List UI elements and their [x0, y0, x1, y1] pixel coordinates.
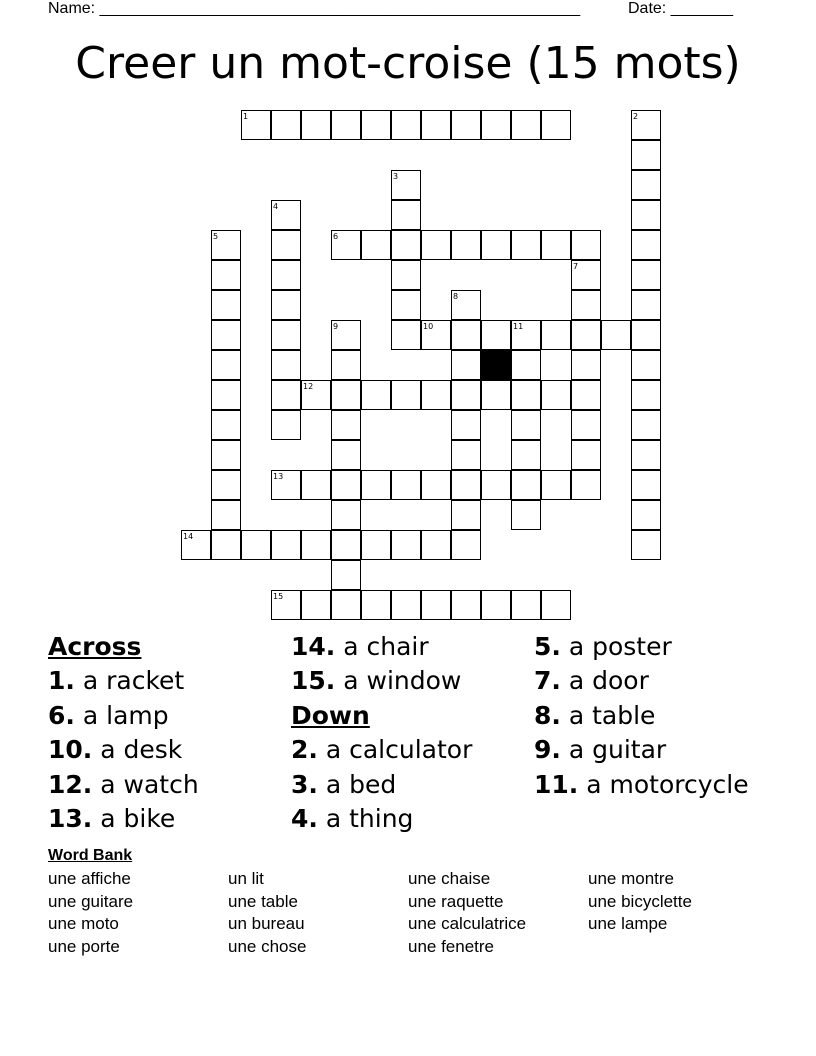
- clue-number-label: 15: [273, 592, 284, 601]
- crossword-cell[interactable]: [631, 500, 661, 530]
- crossword-cell[interactable]: [421, 380, 451, 410]
- crossword-cell[interactable]: [631, 260, 661, 290]
- clue-item: [534, 768, 749, 802]
- clue-text: a calculator: [317, 735, 473, 765]
- crossword-cell[interactable]: [541, 230, 571, 260]
- crossword-cell[interactable]: [331, 110, 361, 140]
- crossword-cell[interactable]: [301, 110, 331, 140]
- clue-item: [534, 664, 749, 698]
- crossword-cell[interactable]: [631, 140, 661, 170]
- clue-number: 15.: [291, 666, 336, 696]
- clue-text: a thing: [317, 804, 414, 834]
- crossword-cell[interactable]: [271, 260, 301, 290]
- clue-text: a bike: [92, 804, 176, 834]
- clue-number-label: 5: [213, 232, 219, 241]
- word-bank-word: une chose: [228, 936, 307, 956]
- clues-column-2: [291, 630, 472, 836]
- crossword-cell[interactable]: [451, 230, 481, 260]
- clue-number-label: 12: [303, 382, 314, 391]
- crossword-cell[interactable]: [271, 530, 301, 560]
- crossword-cell[interactable]: [271, 410, 301, 440]
- crossword-cell[interactable]: [511, 350, 541, 380]
- clue-item: [291, 733, 472, 767]
- word-bank-word: une lampe: [588, 914, 668, 933]
- crossword-cell[interactable]: [571, 440, 601, 470]
- crossword-cell[interactable]: [631, 380, 661, 410]
- crossword-cell[interactable]: [541, 590, 571, 620]
- crossword-cell[interactable]: [331, 530, 361, 560]
- clue-number-label: 10: [423, 322, 434, 331]
- word-bank-column-3: [408, 868, 526, 958]
- clue-number: 13.: [48, 804, 93, 834]
- word-bank-title: Word Bank: [48, 847, 133, 864]
- crossword-black-cell: [481, 350, 511, 380]
- clue-item: [48, 664, 199, 698]
- clue-text: a desk: [92, 735, 183, 765]
- crossword-cell[interactable]: [361, 380, 391, 410]
- crossword-cell[interactable]: [211, 470, 241, 500]
- clue-number: 12.: [48, 769, 93, 799]
- crossword-cell[interactable]: [541, 470, 571, 500]
- crossword-cell[interactable]: [631, 470, 661, 500]
- crossword-cell[interactable]: [331, 500, 361, 530]
- clue-text: a door: [560, 666, 649, 696]
- crossword-cell[interactable]: [601, 320, 631, 350]
- word-bank-column-4: [588, 868, 692, 936]
- crossword-cell[interactable]: [451, 500, 481, 530]
- word-bank-word: une calculatrice: [408, 914, 527, 933]
- clue-text: a racket: [74, 666, 185, 696]
- clue-item: [48, 802, 199, 836]
- crossword-cell[interactable]: [511, 380, 541, 410]
- crossword-cell[interactable]: [391, 380, 421, 410]
- crossword-cell[interactable]: [421, 590, 451, 620]
- crossword-cell[interactable]: [631, 350, 661, 380]
- crossword-cell[interactable]: [391, 470, 421, 500]
- crossword-cell[interactable]: [391, 590, 421, 620]
- crossword-cell[interactable]: [451, 590, 481, 620]
- word-bank-word: une montre: [588, 869, 674, 888]
- crossword-cell[interactable]: [511, 470, 541, 500]
- crossword-cell[interactable]: [361, 230, 391, 260]
- clue-number-label: 14: [183, 532, 194, 541]
- crossword-cell[interactable]: [571, 290, 601, 320]
- crossword-cell[interactable]: [451, 470, 481, 500]
- crossword-cell[interactable]: [511, 230, 541, 260]
- word-bank-word: un bureau: [228, 914, 305, 933]
- clue-number-label: 3: [393, 172, 399, 181]
- crossword-cell[interactable]: [211, 290, 241, 320]
- clue-item: [291, 630, 472, 664]
- crossword-cell[interactable]: [331, 380, 361, 410]
- crossword-cell[interactable]: [421, 530, 451, 560]
- crossword-cell[interactable]: [211, 440, 241, 470]
- crossword-cell[interactable]: [571, 320, 601, 350]
- crossword-cell[interactable]: [541, 110, 571, 140]
- crossword-cell[interactable]: [211, 350, 241, 380]
- crossword-cell[interactable]: [451, 440, 481, 470]
- crossword-cell[interactable]: [511, 440, 541, 470]
- clue-heading-down: Down: [291, 700, 370, 730]
- word-bank-word: une porte: [48, 936, 120, 956]
- word-bank-word: une table: [228, 891, 298, 911]
- clue-number-label: 1: [243, 112, 249, 121]
- clue-item: [48, 733, 199, 767]
- page-title: Creer un mot-croise (15 mots): [75, 38, 741, 89]
- crossword-cell[interactable]: [571, 350, 601, 380]
- clue-item: [534, 733, 749, 767]
- crossword-cell[interactable]: [241, 530, 271, 560]
- crossword-cell[interactable]: [511, 590, 541, 620]
- crossword-cell[interactable]: [451, 410, 481, 440]
- clue-number-label: 2: [633, 112, 639, 121]
- crossword-cell[interactable]: [331, 440, 361, 470]
- clue-text: a lamp: [74, 700, 169, 730]
- clue-item: [291, 802, 472, 836]
- crossword-cell[interactable]: [511, 110, 541, 140]
- crossword-cell[interactable]: [631, 440, 661, 470]
- clue-number: 1.: [48, 666, 75, 696]
- crossword-cell[interactable]: [271, 380, 301, 410]
- crossword-cell[interactable]: [451, 350, 481, 380]
- crossword-cell[interactable]: [631, 230, 661, 260]
- crossword-cell[interactable]: [571, 380, 601, 410]
- clue-number: 5.: [534, 632, 561, 661]
- clue-number: 8.: [534, 700, 561, 730]
- crossword-cell[interactable]: [331, 590, 361, 620]
- name-field: Name: ______________________________________________________: [48, 0, 581, 17]
- clue-text: a bed: [317, 769, 397, 799]
- clue-text: a table: [560, 700, 656, 730]
- clue-item: [48, 768, 199, 802]
- clue-item: [534, 699, 749, 733]
- clue-text: a motorcycle: [578, 769, 749, 799]
- crossword-cell[interactable]: [481, 590, 511, 620]
- crossword-cell[interactable]: [631, 530, 661, 560]
- word-bank-word: une affiche: [48, 869, 131, 888]
- crossword-cell[interactable]: [211, 500, 241, 530]
- clue-number-label: 8: [453, 292, 459, 301]
- clue-number: 6.: [48, 700, 75, 730]
- crossword-cell[interactable]: [481, 230, 511, 260]
- clue-text: a poster: [560, 632, 672, 661]
- crossword-cell[interactable]: [571, 470, 601, 500]
- crossword-cell[interactable]: [631, 200, 661, 230]
- clue-number: 4.: [291, 804, 318, 834]
- clues-column-1: [48, 630, 199, 836]
- crossword-cell[interactable]: [511, 410, 541, 440]
- word-bank-word: une moto: [48, 914, 119, 933]
- crossword-cell[interactable]: [451, 110, 481, 140]
- crossword-cell[interactable]: [631, 290, 661, 320]
- crossword-cell[interactable]: [301, 530, 331, 560]
- date-field: Date: _______: [628, 0, 733, 17]
- word-bank-word: une chaise: [408, 869, 491, 888]
- crossword-cell[interactable]: [481, 470, 511, 500]
- crossword-cell[interactable]: [421, 230, 451, 260]
- clue-heading-across: Across: [48, 632, 142, 661]
- crossword-cell[interactable]: [391, 200, 421, 230]
- crossword-cell[interactable]: [211, 260, 241, 290]
- clue-number: 14.: [291, 632, 336, 661]
- word-bank-word: une bicyclette: [588, 891, 692, 911]
- word-bank-word: un lit: [228, 869, 264, 888]
- crossword-cell[interactable]: [631, 170, 661, 200]
- word-bank-word: une raquette: [408, 891, 504, 911]
- clue-text: a window: [335, 666, 462, 696]
- crossword-cell[interactable]: [331, 560, 361, 590]
- crossword-cell[interactable]: [331, 470, 361, 500]
- crossword-cell[interactable]: [391, 530, 421, 560]
- crossword-cell[interactable]: [571, 410, 601, 440]
- crossword-cell[interactable]: [211, 380, 241, 410]
- crossword-cell[interactable]: [271, 350, 301, 380]
- clue-number: 9.: [534, 735, 561, 765]
- word-bank-word: une fenetre: [408, 936, 495, 956]
- crossword-cell[interactable]: [391, 320, 421, 350]
- word-bank-column-1: [48, 868, 133, 958]
- word-bank-column-2: [228, 868, 306, 958]
- crossword-cell[interactable]: [451, 530, 481, 560]
- clue-text: a watch: [92, 769, 199, 799]
- clue-number-label: 9: [333, 322, 339, 331]
- crossword-cell[interactable]: [211, 410, 241, 440]
- crossword-cell[interactable]: [271, 320, 301, 350]
- crossword-cell[interactable]: [451, 380, 481, 410]
- clue-number: 3.: [291, 769, 318, 799]
- clue-number-label: 6: [333, 232, 339, 241]
- crossword-cell[interactable]: [391, 230, 421, 260]
- crossword-cell[interactable]: [481, 380, 511, 410]
- crossword-cell[interactable]: [271, 110, 301, 140]
- clue-number: 7.: [534, 666, 561, 696]
- crossword-cell[interactable]: [631, 320, 661, 350]
- clue-number: 2.: [291, 735, 318, 765]
- clue-number: 11.: [534, 769, 579, 799]
- clue-number-label: 7: [573, 262, 579, 271]
- crossword-cell[interactable]: [391, 260, 421, 290]
- crossword-cell[interactable]: [571, 230, 601, 260]
- crossword-cell[interactable]: [511, 500, 541, 530]
- crossword-cell[interactable]: [481, 110, 511, 140]
- crossword-cell[interactable]: [361, 530, 391, 560]
- crossword-cell[interactable]: [481, 320, 511, 350]
- clue-number-label: 11: [513, 322, 524, 331]
- clues-column-3: [534, 630, 749, 802]
- crossword-cell[interactable]: [421, 110, 451, 140]
- crossword-cell[interactable]: [541, 320, 571, 350]
- crossword-cell[interactable]: [391, 110, 421, 140]
- crossword-cell[interactable]: [361, 590, 391, 620]
- clue-text: a guitar: [560, 735, 667, 765]
- clue-item: [48, 699, 199, 733]
- crossword-cell[interactable]: [361, 470, 391, 500]
- crossword-cell[interactable]: [421, 470, 451, 500]
- crossword-cell[interactable]: [301, 470, 331, 500]
- crossword-cell[interactable]: [541, 380, 571, 410]
- clue-number-label: 13: [273, 472, 284, 481]
- crossword-cell[interactable]: [391, 290, 421, 320]
- crossword-cell[interactable]: [631, 410, 661, 440]
- crossword-cell[interactable]: [301, 590, 331, 620]
- clue-text: a chair: [335, 632, 429, 661]
- crossword-cell[interactable]: [361, 110, 391, 140]
- crossword-cell[interactable]: [331, 410, 361, 440]
- clue-number: 10.: [48, 735, 93, 765]
- clue-number-label: 4: [273, 202, 279, 211]
- crossword-cell[interactable]: [451, 320, 481, 350]
- word-bank-word: une guitare: [48, 891, 134, 911]
- crossword-cell[interactable]: [271, 230, 301, 260]
- crossword-cell[interactable]: [331, 350, 361, 380]
- crossword-cell[interactable]: [271, 290, 301, 320]
- crossword-cell[interactable]: [211, 530, 241, 560]
- crossword-cell[interactable]: [211, 320, 241, 350]
- clue-item: [291, 768, 472, 802]
- clue-item: [534, 630, 749, 664]
- clue-item: [291, 664, 472, 698]
